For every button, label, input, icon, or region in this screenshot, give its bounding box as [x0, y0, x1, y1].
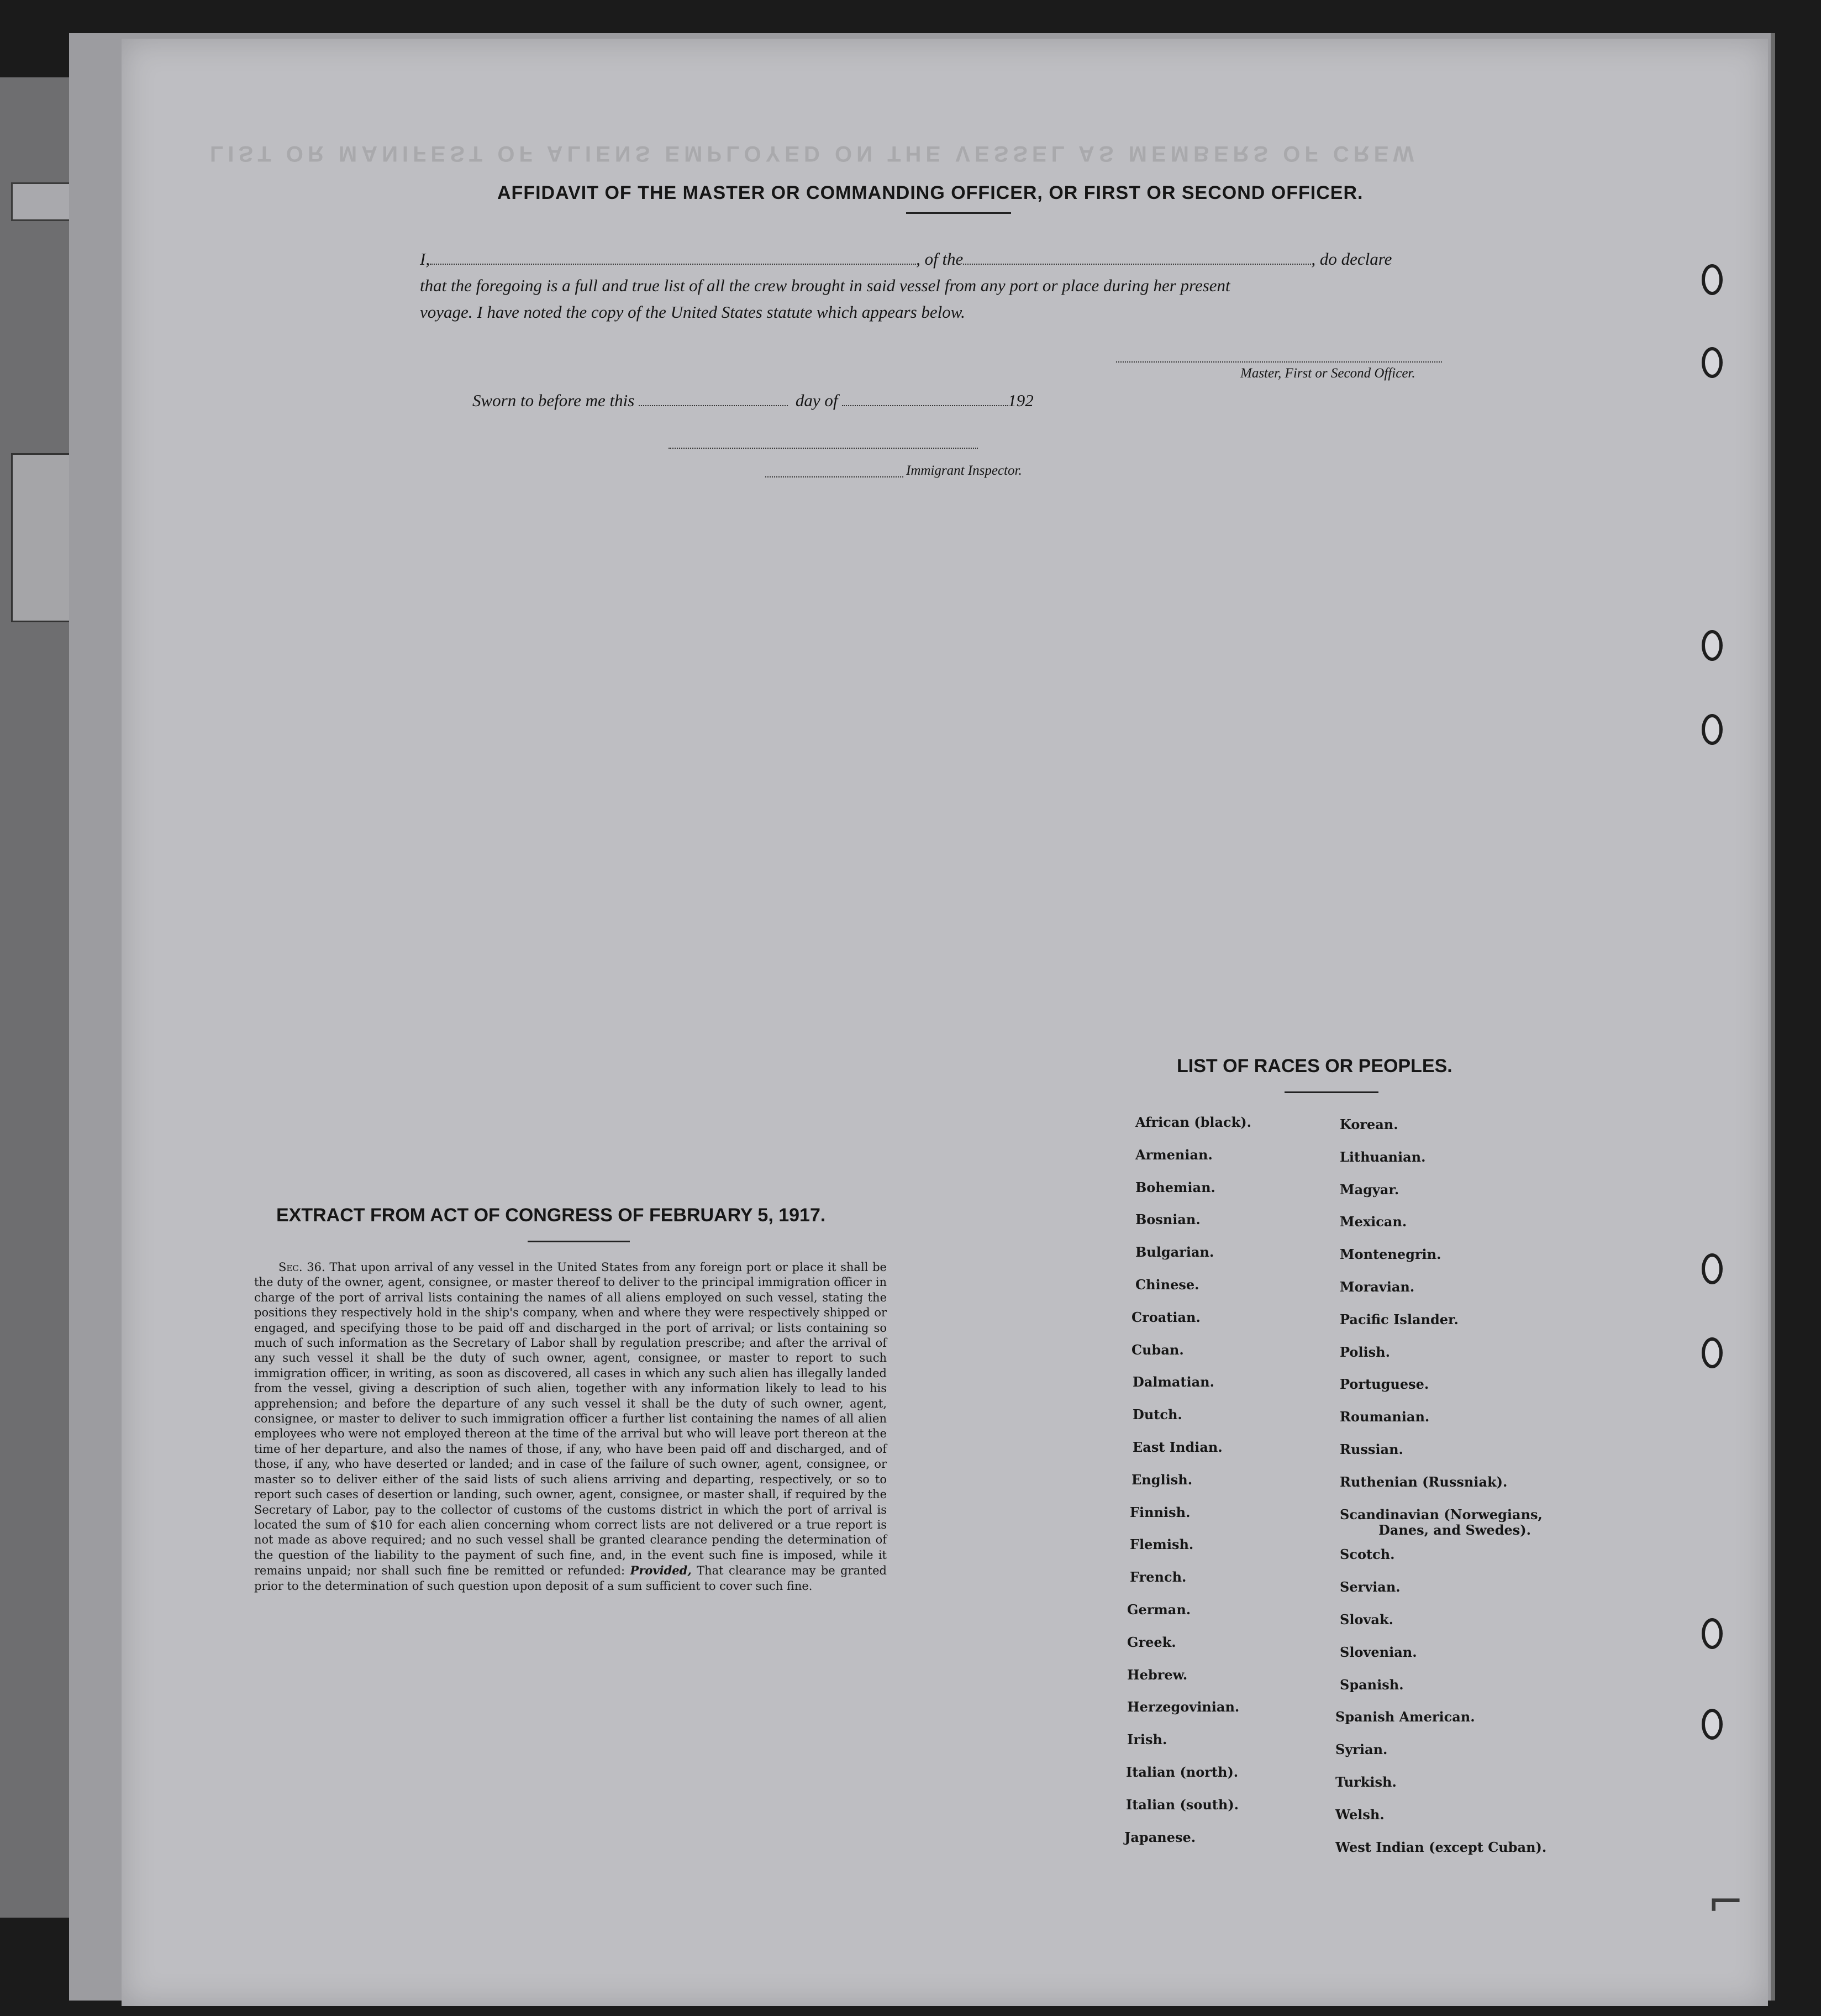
race-item: Chinese. — [1135, 1277, 1199, 1293]
race-item: Hebrew. — [1127, 1666, 1188, 1683]
manifest-sheet — [122, 39, 1768, 2006]
race-item: Ruthenian (Russniak). — [1340, 1473, 1508, 1490]
race-item: Scandinavian (Norwegians, — [1340, 1506, 1543, 1523]
extract-text-part1: That upon arrival of any vessel in the United States from any foreign port or place it shall be the duty of the owner, agent, consignee, or master thereof to deliver to the principal immigration officer in charge of the port of arrival lists containing the names of all aliens employed on such vessel, stating the positions they respectively hold in the ship's company, when and where they were respectively shipped or engaged, and specifying those to be paid off and discharged in the port of arrival; or lists containing so much of such information as the Secretary of Labor shall by regulation prescribe; and after the arrival of any such vessel it shall be the duty of such owner, agent, consignee, or master to report to such immigration officer, in writing, as soon as discovered, all cases in which any such alien has illegally landed from the vessel, giving a description of such alien, together with any information likely to lead to his apprehension; and before the departure of any such vessel it shall be the duty of such owner, agent, consignee, or master to deliver to such immigration officer a further list containing the names of all alien employees who were not employed thereon at the time of the arrival but who will leave port thereon at the time of her departure, and also the names of those, if any, who have been paid off and discharged, and of those, if any, who have deserted or landed; and in case of the failure of such owner, agent, consignee, or master so to deliver either of the said lists of such aliens arriving and departing, respectively, or so to report such cases of desertion or landing, such owner, agent, consignee, or master shall, if required by the Secretary of Labor, pay to the collector of customs of the customs district in which the port of arrival is located the sum of $10 for each alien concerning whom correct lists are not delivered or a true report is not made as above required; and no such vessel shall be granted clearance pending the determination of the question of the liability to the payment of such fine, and, in the event such fine is imposed, while it remains unpaid; nor shall such fine be remitted or refunded: — [254, 1261, 887, 1578]
vessel-name-field[interactable] — [963, 248, 1311, 265]
inspector-signature-field[interactable] — [669, 447, 978, 449]
race-item: Montenegrin. — [1340, 1246, 1441, 1263]
extract-text — [254, 1260, 887, 1594]
race-item: Turkish. — [1335, 1774, 1397, 1790]
race-item: Portuguese. — [1340, 1376, 1429, 1393]
bleed-through-text: LIST OR MANIFEST OF ALIENS EMPLOYED ON THE VESSEL AS MEMBERS OF CREW — [210, 141, 1419, 166]
affidavit-do-declare: , do declare — [1311, 249, 1392, 269]
race-item: Spanish. — [1340, 1676, 1404, 1693]
race-item: Moravian. — [1340, 1279, 1415, 1295]
race-item: Armenian. — [1135, 1146, 1213, 1163]
race-item: Croatian. — [1131, 1309, 1201, 1325]
race-item: Flemish. — [1130, 1536, 1194, 1553]
race-item: Bosnian. — [1135, 1211, 1201, 1228]
race-item: Spanish American. — [1335, 1709, 1475, 1725]
race-item: Greek. — [1127, 1634, 1176, 1650]
extract-text-part2: That clearance may be granted prior to the determination of such question upon deposit of a sum sufficient to cover such fine. — [254, 1564, 887, 1593]
race-item: Cuban. — [1131, 1341, 1184, 1358]
sworn-label: Sworn to before me this — [472, 391, 635, 410]
section-label: Sec. 36. — [278, 1261, 325, 1274]
race-item: Welsh. — [1335, 1806, 1385, 1823]
race-item: French. — [1130, 1569, 1187, 1586]
race-item: Dutch. — [1133, 1406, 1182, 1423]
race-item: Finnish. — [1130, 1504, 1191, 1520]
race-item: Irish. — [1127, 1731, 1167, 1748]
provided-label: Provided, — [630, 1563, 692, 1578]
race-item: Syrian. — [1335, 1741, 1388, 1758]
sworn-year-prefix: 192 — [1008, 391, 1034, 410]
race-item: Mexican. — [1340, 1214, 1407, 1230]
punch-hole-icon — [1702, 264, 1723, 295]
race-item: Lithuanian. — [1340, 1148, 1426, 1165]
punch-hole-icon — [1702, 1253, 1723, 1284]
master-signature-caption: Master, First or Second Officer. — [1240, 366, 1415, 381]
race-item: Servian. — [1340, 1579, 1401, 1595]
page-edge-mark: ⌐ — [1707, 1876, 1745, 1928]
punch-hole-icon — [1702, 714, 1723, 745]
race-item: Bulgarian. — [1135, 1244, 1214, 1261]
master-name-field[interactable] — [430, 248, 916, 265]
race-item-continuation: Danes, and Swedes). — [1378, 1521, 1531, 1538]
extract-title: EXTRACT FROM ACT OF CONGRESS OF FEBRUARY 5, 1917. — [276, 1205, 826, 1226]
punch-hole-icon — [1702, 1337, 1723, 1368]
affidavit-line-2: that the foregoing is a full and true list of all the crew brought in said vessel from any port or place during her present — [420, 276, 1230, 295]
race-item: Bohemian. — [1135, 1179, 1215, 1195]
affidavit-title-rule — [906, 212, 1011, 214]
race-item: Korean. — [1340, 1116, 1398, 1132]
sworn-day-field[interactable] — [639, 390, 788, 406]
race-item: Slovenian. — [1340, 1644, 1417, 1660]
sworn-month-field[interactable] — [842, 390, 1008, 406]
race-item: Italian (south). — [1126, 1796, 1239, 1813]
races-title: LIST OF RACES OR PEOPLES. — [1177, 1056, 1452, 1077]
affidavit-of-the: , of the — [916, 249, 964, 269]
inspector-caption-rule — [765, 475, 903, 477]
race-item: Italian (north). — [1126, 1764, 1239, 1780]
race-item: Herzegovinian. — [1127, 1699, 1240, 1715]
race-item: Magyar. — [1340, 1181, 1399, 1198]
punch-hole-icon — [1702, 630, 1723, 661]
punch-hole-icon — [1702, 1618, 1723, 1649]
sworn-line — [472, 390, 1034, 411]
race-item: Dalmatian. — [1133, 1374, 1214, 1390]
race-item: West Indian (except Cuban). — [1335, 1839, 1547, 1855]
race-item: English. — [1131, 1471, 1193, 1488]
races-title-rule — [1285, 1091, 1378, 1093]
race-item: Russian. — [1340, 1441, 1403, 1457]
punch-hole-icon — [1702, 347, 1723, 378]
master-signature-field[interactable] — [1116, 360, 1442, 363]
race-item: Slovak. — [1340, 1611, 1393, 1628]
race-item: East Indian. — [1133, 1439, 1223, 1455]
extract-title-rule — [528, 1241, 630, 1242]
race-item: Pacific Islander. — [1340, 1311, 1459, 1327]
race-item: German. — [1127, 1602, 1191, 1618]
inspector-caption: Immigrant Inspector. — [906, 463, 1022, 478]
race-item: Japanese. — [1124, 1829, 1196, 1845]
affidavit-i-label: I, — [420, 249, 430, 269]
affidavit-line-1 — [420, 246, 1475, 272]
race-item: Scotch. — [1340, 1546, 1395, 1563]
affidavit-body — [420, 246, 1475, 326]
sworn-day-of: day of — [795, 391, 838, 410]
affidavit-title: AFFIDAVIT OF THE MASTER OR COMMANDING OFFICER, OR FIRST OR SECOND OFFICER. — [497, 182, 1364, 203]
race-item: Polish. — [1340, 1343, 1390, 1360]
affidavit-line-3: voyage. I have noted the copy of the United States statute which appears below. — [420, 302, 965, 322]
punch-hole-icon — [1702, 1709, 1723, 1740]
race-item: African (black). — [1135, 1114, 1252, 1130]
race-item: Roumanian. — [1340, 1409, 1430, 1425]
